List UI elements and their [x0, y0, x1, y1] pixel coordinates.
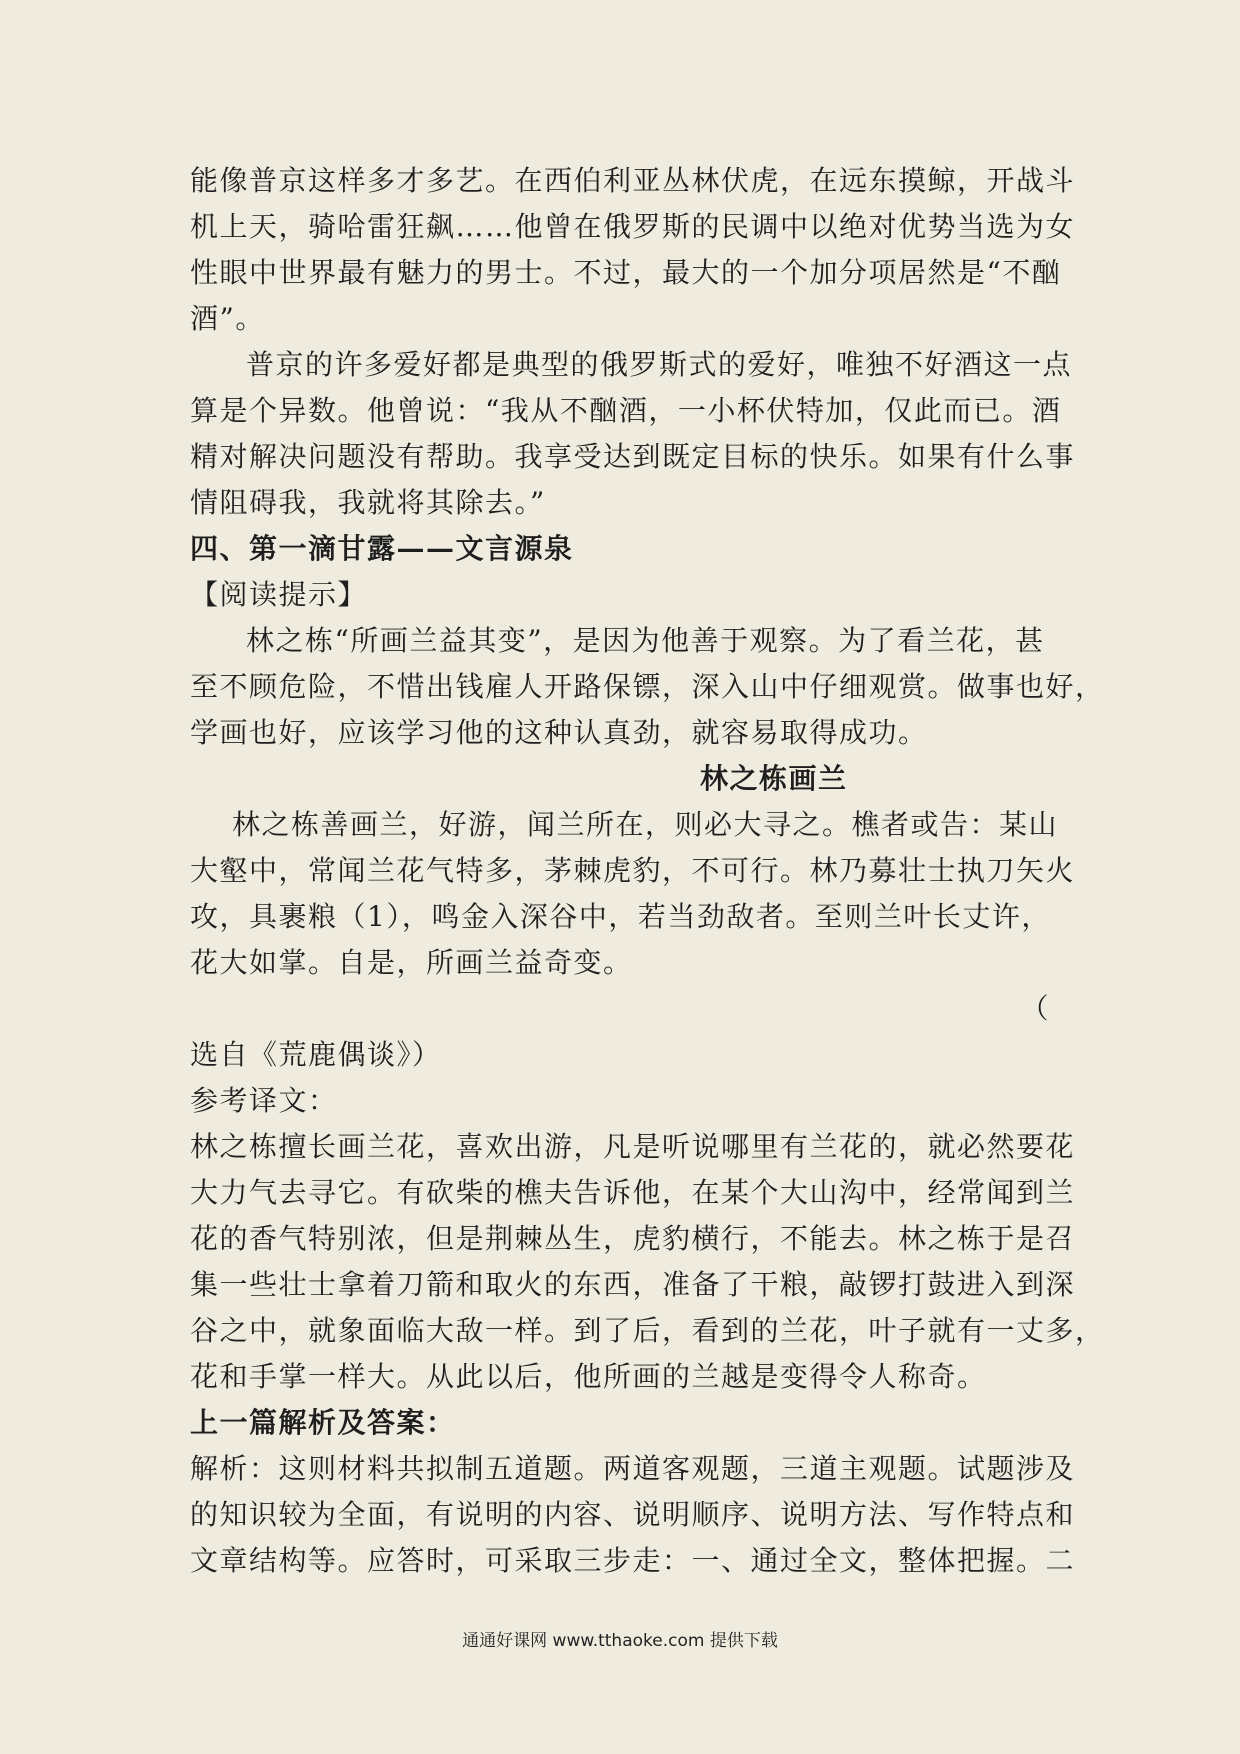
reading-tip-line: 至不顾危险，不惜出钱雇人开路保镖，深入山中仔细观赏。做事也好，	[190, 670, 1105, 703]
translation-line: 花的香气特别浓，但是荆棘丛生，虎豹横行，不能去。林之栋于是召	[190, 1222, 1076, 1255]
paragraph-line: 算是个异数。他曾说：“我从不酗酒，一小杯伏特加，仅此而已。酒	[190, 394, 1062, 427]
story-title: 林之栋画兰	[700, 762, 848, 795]
translation-line: 集一些壮士拿着刀箭和取火的东西，准备了干粮，敲锣打鼓进入到深	[190, 1268, 1076, 1301]
reading-tip-label: 【阅读提示】	[190, 578, 368, 611]
translation-line: 花和手掌一样大。从此以后，他所画的兰越是变得令人称奇。	[190, 1360, 987, 1393]
story-line: 花大如掌。自是，所画兰益奇变。	[190, 946, 633, 979]
translation-line: 大力气去寻它。有砍柴的樵夫告诉他，在某个大山沟中，经常闻到兰	[190, 1176, 1076, 1209]
paragraph-line: 酒”。	[190, 302, 265, 335]
section-heading: 四、第一滴甘露——文言源泉	[190, 532, 574, 565]
reading-tip-line: 学画也好，应该学习他的这种认真劲，就容易取得成功。	[190, 716, 928, 749]
story-line: 林之栋善画兰，好游，闻兰所在，则必大寻之。樵者或告：某山	[232, 808, 1059, 841]
translation-label: 参考译文：	[190, 1084, 338, 1117]
analysis-line: 文章结构等。应答时，可采取三步走：一、通过全文，整体把握。二	[190, 1544, 1076, 1577]
analysis-line: 解析：这则材料共拟制五道题。两道客观题，三道主观题。试题涉及	[190, 1452, 1076, 1485]
story-line: 攻，具裹粮（1），鸣金入深谷中，若当劲敌者。至则兰叶长丈许，	[190, 900, 1051, 933]
translation-line: 林之栋擅长画兰花，喜欢出游，凡是听说哪里有兰花的，就必然要花	[190, 1130, 1076, 1163]
story-line: 大壑中，常闻兰花气特多，茅棘虎豹，不可行。林乃募壮士执刀矢火	[190, 854, 1076, 887]
paragraph-line: 情阻碍我，我就将其除去。”	[190, 486, 546, 519]
paragraph-line: 机上天，骑哈雷狂飙……他曾在俄罗斯的民调中以绝对优势当选为女	[190, 210, 1076, 243]
paragraph-line: 精对解决问题没有帮助。我享受达到既定目标的快乐。如果有什么事	[190, 440, 1076, 473]
page-footer: 通通好课网 www.tthaoke.com 提供下载	[462, 1631, 778, 1651]
document-body	[190, 158, 1105, 1584]
reading-tip-line: 林之栋“所画兰益其变”，是因为他善于观察。为了看兰花，甚	[246, 624, 1045, 657]
answer-heading: 上一篇解析及答案：	[190, 1406, 456, 1439]
analysis-line: 的知识较为全面，有说明的内容、说明顺序、说明方法、写作特点和	[190, 1498, 1076, 1531]
source-open-paren: （	[1020, 992, 1050, 1025]
paragraph-line: 普京的许多爱好都是典型的俄罗斯式的爱好，唯独不好酒这一点	[246, 348, 1073, 381]
paragraph-line: 能像普京这样多才多艺。在西伯利亚丛林伏虎，在远东摸鲸，开战斗	[190, 164, 1076, 197]
paragraph-line: 性眼中世界最有魅力的男士。不过，最大的一个加分项居然是“不酗	[190, 256, 1062, 289]
source-citation: 选自《荒鹿偶谈》）	[190, 1038, 442, 1071]
translation-line: 谷之中，就象面临大敌一样。到了后，看到的兰花，叶子就有一丈多，	[190, 1314, 1105, 1347]
